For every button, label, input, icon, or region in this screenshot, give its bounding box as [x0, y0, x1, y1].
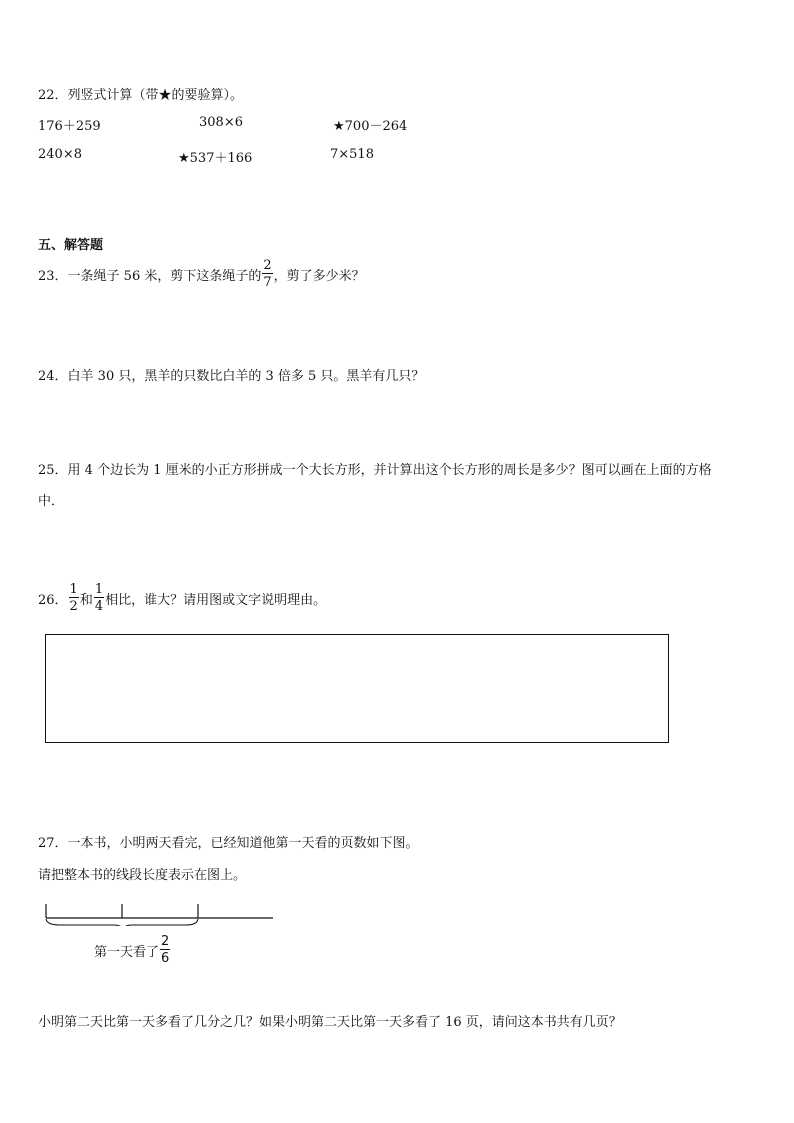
q26-fraction-half — [69, 583, 79, 613]
q22-title: 22．列竖式计算（带★的要验算）。 — [38, 88, 244, 103]
q25-line1: 25．用 4 个边长为 1 厘米的小正方形拼成一个大长方形，并计算出这个长方形的周长是多少？图可以画在上面的方格 — [38, 463, 712, 478]
q26-and: 和 — [79, 592, 93, 608]
section-title: 五、解答题 — [38, 238, 104, 253]
q24-text: 24．白羊 30 只，黑羊的只数比白羊的 3 倍多 5 只。黑羊有几只？ — [38, 369, 425, 384]
q26-fraction-half-numerator: 1 — [69, 582, 78, 597]
q22-expr-2: 308×6 — [199, 115, 243, 130]
q22-expr-1: 176＋259 — [38, 119, 101, 134]
q26-fraction-half-denominator: 2 — [69, 599, 78, 614]
q23-fraction — [262, 259, 272, 289]
q27-diagram-label-text: 第一天看了 — [94, 944, 160, 960]
q26-fraction-quarter — [94, 583, 104, 613]
q26-fraction-quarter-numerator: 1 — [94, 582, 104, 597]
q22-expr-4: 240×8 — [38, 147, 82, 162]
q26-answer-box[interactable] — [45, 634, 669, 743]
q27-diagram-fraction-numerator: 2 — [161, 934, 170, 949]
q27-diagram-fraction-denominator: 6 — [161, 951, 170, 966]
q26-fraction-quarter-denominator: 4 — [94, 599, 104, 614]
q27-brace — [46, 919, 198, 926]
q26-line — [38, 578, 326, 618]
q26-prefix: 26． — [38, 592, 68, 608]
q22-expr-5: ★537＋166 — [178, 151, 253, 166]
q23-fraction-denominator: 7 — [263, 275, 272, 290]
q25-line2: 中． — [38, 494, 65, 509]
q27-line2: 请把整本书的线段长度表示在图上。 — [38, 868, 247, 883]
q23-text-after: ，剪了多少米？ — [273, 268, 365, 284]
q27-line1: 27．一本书，小明两天看完，已经知道他第一天看的页数如下图。 — [38, 836, 419, 851]
q27-question: 小明第二天比第一天多看了几分之几？如果小明第二天比第一天多看了 16 页，请问这本书共有几页？ — [38, 1015, 622, 1030]
q23-line — [38, 254, 365, 294]
q23-text-before: 23．一条绳子 56 米，剪下这条绳子的 — [38, 268, 262, 284]
q23-fraction-numerator: 2 — [263, 258, 272, 273]
q22-expr-3: ★700－264 — [333, 119, 408, 134]
q27-diagram-label — [94, 934, 171, 966]
q27-segment-diagram[interactable] — [38, 896, 278, 926]
q26-text-after: 相比，谁大？请用图或文字说明理由。 — [105, 592, 327, 608]
q22-expr-6: 7×518 — [330, 147, 374, 162]
q27-diagram-fraction — [160, 935, 170, 965]
